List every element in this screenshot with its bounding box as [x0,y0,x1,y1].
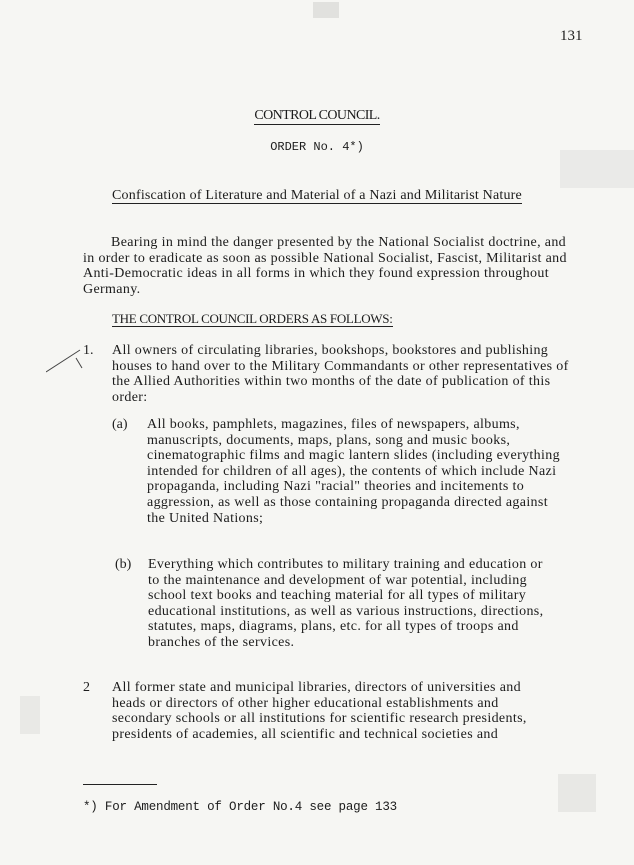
council-heading-text: CONTROL COUNCIL. [254,108,380,123]
item-b-label: (b) [115,557,132,572]
scan-mark [558,774,596,812]
scan-mark [20,696,40,734]
item-a-text: All books, pamphlets, magazines, files of newspapers, albums, manuscripts, documents, maps, plans, song and music books, cinematographic films and magic lantern slides (including everything intended for children of all ages), the contents of which include Nazi propaganda, including Nazi "racial" theories and incitements to aggression, as well as those containing propaganda directed against the United Nations; [147,417,560,526]
item-1-text: All owners of circulating libraries, bookshops, bookstores and publishing houses to hand over to the Military Commandants or other representatives of the Allied Authorities within two months of the date of publication of this order: [112,343,569,405]
scan-mark [560,150,634,188]
item-1-number: 1. [83,343,94,358]
document-title [83,188,551,204]
item-b-text: Everything which contributes to military training and education or to the maintenance and development of war potential, including school text books and teaching material for all types of military educational institutions, as well as various instructions, directions, statutes, maps, diagrams, plans, etc. for all types of troops and branches of the services. [148,557,544,650]
scan-mark [313,2,339,18]
council-heading [0,108,634,124]
order-number: ORDER No. 4*) [270,140,364,154]
orders-line-text: THE CONTROL COUNCIL ORDERS AS FOLLOWS: [112,311,393,326]
item-2-text: All former state and municipal libraries, directors of universities and heads or directors of other higher educational establishments and secondary schools or all institutions for scientific research presidents, presidents of academies, all scientific and technical societies and [112,680,527,742]
orders-line [112,311,393,327]
preamble-paragraph: Bearing in mind the danger presented by the National Socialist doctrine, and in order to eradicate as soon as possible National Socialist, Fascist, Militarist and Anti-Democratic ideas in all forms in which they found expression throughout Germany. [83,235,567,297]
pen-mark [46,348,86,374]
document-title-text: Confiscation of Literature and Material of a Nazi and Militarist Nature [112,188,522,203]
item-2-number: 2 [83,680,90,695]
item-a-label: (a) [112,417,128,432]
page-number: 131 [560,28,583,44]
footnote-rule [83,784,157,785]
footnote: *) For Amendment of Order No.4 see page 133 [83,800,397,814]
